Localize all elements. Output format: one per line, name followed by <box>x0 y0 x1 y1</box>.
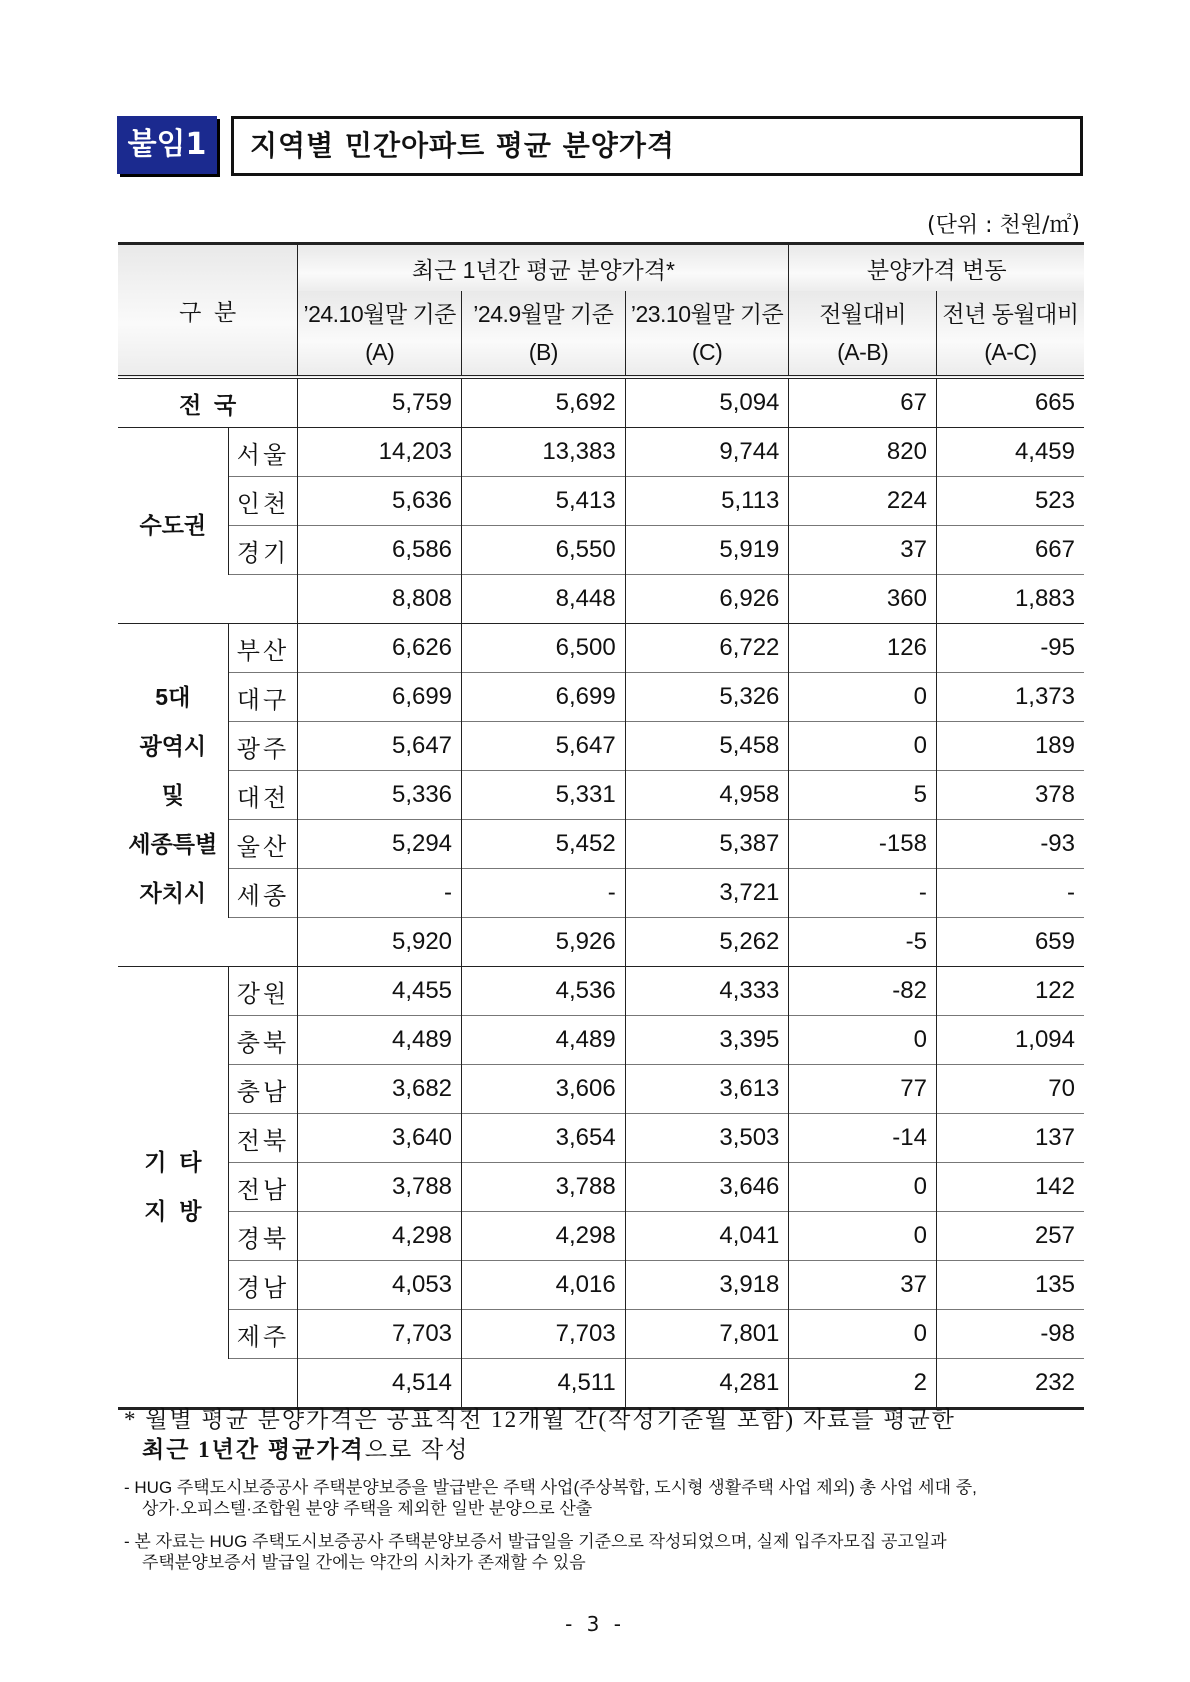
column-header-title: ’24.9월말 기준 <box>473 301 614 327</box>
table-row <box>118 1310 1084 1359</box>
footnote-dash2-line2: 주택분양보증서 발급일 간에는 약간의 시차가 존재할 수 있음 <box>142 1553 586 1572</box>
column-header-code: (A-B) <box>837 339 889 365</box>
table-row <box>118 771 1084 820</box>
value-cell: 3,654 <box>462 1114 626 1163</box>
national-label-text: 전 국 <box>179 391 237 418</box>
header-group-avg <box>298 244 789 292</box>
value-cell: 37 <box>789 1261 937 1310</box>
value-cell: 3,503 <box>625 1114 789 1163</box>
subtotal-blank <box>228 575 298 624</box>
header-group-change <box>789 244 1084 292</box>
value-cell: 3,721 <box>625 869 789 918</box>
table-row <box>118 1212 1084 1261</box>
value-cell: 5,262 <box>625 918 789 967</box>
value-cell: 3,646 <box>625 1163 789 1212</box>
region-group-label-line: 세종특별 <box>128 830 218 857</box>
footnote-dash1-line2: 상가·오피스텔·조합원 분양 주택을 제외한 일반 분양으로 산출 <box>142 1499 593 1518</box>
value-cell: 224 <box>789 477 937 526</box>
value-cell: 5,326 <box>625 673 789 722</box>
table-row-subtotal <box>118 1359 1084 1409</box>
value-cell: 6,722 <box>625 624 789 673</box>
footnote-dash-1 <box>124 1477 1084 1519</box>
value-cell: 0 <box>789 1163 937 1212</box>
value-cell: 4,514 <box>298 1359 462 1409</box>
value-cell: 6,699 <box>298 673 462 722</box>
region-name: 광주 <box>228 722 298 771</box>
value-cell: 5,331 <box>462 771 626 820</box>
value-cell: 0 <box>789 1310 937 1359</box>
value-cell: 6,500 <box>462 624 626 673</box>
value-cell: 5,647 <box>462 722 626 771</box>
region-name: 충남 <box>228 1065 298 1114</box>
value-cell: 1,094 <box>936 1016 1084 1065</box>
value-cell: 3,788 <box>462 1163 626 1212</box>
value-cell: 659 <box>936 918 1084 967</box>
table-row <box>118 1261 1084 1310</box>
region-name: 전남 <box>228 1163 298 1212</box>
region-name: 부산 <box>228 624 298 673</box>
value-cell: 7,703 <box>298 1310 462 1359</box>
value-cell: 5,458 <box>625 722 789 771</box>
table-row <box>118 1163 1084 1212</box>
value-cell: -93 <box>936 820 1084 869</box>
region-group-label <box>118 428 228 624</box>
table-row-national <box>118 377 1084 428</box>
footnote-star-line2 <box>124 1435 1084 1465</box>
region-name: 대전 <box>228 771 298 820</box>
table-row <box>118 428 1084 477</box>
value-cell: 667 <box>936 526 1084 575</box>
value-cell: 6,550 <box>462 526 626 575</box>
value-cell: 523 <box>936 477 1084 526</box>
value-cell: 4,489 <box>298 1016 462 1065</box>
value-cell: 5,336 <box>298 771 462 820</box>
value-cell: 2 <box>789 1359 937 1409</box>
value-cell: 3,395 <box>625 1016 789 1065</box>
column-header-code: (B) <box>528 339 558 365</box>
title-block <box>117 116 1083 174</box>
header-category <box>118 244 298 378</box>
value-cell: 5,920 <box>298 918 462 967</box>
footnote-star-bold: 최근 1년간 평균가격 <box>142 1437 365 1462</box>
region-name: 전북 <box>228 1114 298 1163</box>
footnote-star <box>124 1405 1084 1465</box>
table-row <box>118 673 1084 722</box>
value-cell: 4,016 <box>462 1261 626 1310</box>
value-cell: 5,636 <box>298 477 462 526</box>
value-cell: 360 <box>789 575 937 624</box>
value-cell: 67 <box>789 377 937 428</box>
value-cell: 1,883 <box>936 575 1084 624</box>
value-cell: -95 <box>936 624 1084 673</box>
value-cell: 0 <box>789 722 937 771</box>
value-cell: 4,455 <box>298 967 462 1016</box>
value-cell: 5,919 <box>625 526 789 575</box>
region-name: 경기 <box>228 526 298 575</box>
value-cell: 37 <box>789 526 937 575</box>
unit-label: (단위 : 천원/㎡) <box>927 213 1080 238</box>
value-cell: 3,606 <box>462 1065 626 1114</box>
page-title: 지역별 민간아파트 평균 분양가격 <box>250 129 675 162</box>
table-row-subtotal <box>118 575 1084 624</box>
region-group-label-line: 5대 <box>155 683 191 710</box>
value-cell: -158 <box>789 820 937 869</box>
value-cell: 6,626 <box>298 624 462 673</box>
title-box <box>231 116 1083 176</box>
price-table <box>118 242 1084 1410</box>
value-cell: 189 <box>936 722 1084 771</box>
footnote-star-line1: * 월별 평균 분양가격은 공표직전 12개월 간(작성기준월 포함) 자료를 평균한 <box>124 1407 956 1432</box>
value-cell: 4,958 <box>625 771 789 820</box>
table-row <box>118 1114 1084 1163</box>
value-cell: 7,801 <box>625 1310 789 1359</box>
value-cell: 4,536 <box>462 967 626 1016</box>
table-row-subtotal <box>118 918 1084 967</box>
region-group-label-line: 자치시 <box>139 879 207 906</box>
value-cell: 1,373 <box>936 673 1084 722</box>
value-cell: 665 <box>936 377 1084 428</box>
value-cell: 7,703 <box>462 1310 626 1359</box>
value-cell: 5,294 <box>298 820 462 869</box>
value-cell: 3,918 <box>625 1261 789 1310</box>
column-header-code: (A-C) <box>984 339 1037 365</box>
column-header-title: ’24.10월말 기준 <box>303 301 456 327</box>
value-cell: 4,333 <box>625 967 789 1016</box>
column-header-1 <box>298 291 462 377</box>
value-cell: -14 <box>789 1114 937 1163</box>
value-cell: 4,459 <box>936 428 1084 477</box>
value-cell: 6,926 <box>625 575 789 624</box>
table-row <box>118 1065 1084 1114</box>
table-body <box>118 377 1084 1409</box>
value-cell: 8,808 <box>298 575 462 624</box>
footnotes <box>124 1405 1084 1573</box>
table-row <box>118 820 1084 869</box>
column-header-2 <box>462 291 626 377</box>
footnote-star-tail: 으로 작성 <box>364 1437 470 1462</box>
value-cell: 232 <box>936 1359 1084 1409</box>
subtotal-blank <box>228 1359 298 1409</box>
value-cell: 70 <box>936 1065 1084 1114</box>
value-cell: 5,387 <box>625 820 789 869</box>
value-cell: - <box>789 869 937 918</box>
value-cell: - <box>298 869 462 918</box>
value-cell: 3,640 <box>298 1114 462 1163</box>
table-row <box>118 477 1084 526</box>
value-cell: 5 <box>789 771 937 820</box>
attachment-badge: 붙임1 <box>117 116 217 174</box>
value-cell: 135 <box>936 1261 1084 1310</box>
value-cell: 5,647 <box>298 722 462 771</box>
value-cell: 5,926 <box>462 918 626 967</box>
value-cell: 4,053 <box>298 1261 462 1310</box>
region-name: 세종 <box>228 869 298 918</box>
value-cell: 137 <box>936 1114 1084 1163</box>
value-cell: 378 <box>936 771 1084 820</box>
value-cell: -98 <box>936 1310 1084 1359</box>
table-row <box>118 624 1084 673</box>
value-cell: 142 <box>936 1163 1084 1212</box>
value-cell: 4,281 <box>625 1359 789 1409</box>
region-group-label <box>118 624 228 967</box>
value-cell: 5,759 <box>298 377 462 428</box>
value-cell: 0 <box>789 673 937 722</box>
column-header-code: (A) <box>365 339 395 365</box>
table-row <box>118 967 1084 1016</box>
value-cell: 0 <box>789 1212 937 1261</box>
table-row <box>118 722 1084 771</box>
value-cell: 3,613 <box>625 1065 789 1114</box>
table-row <box>118 526 1084 575</box>
value-cell: 6,699 <box>462 673 626 722</box>
header-category-label: 구 분 <box>179 298 237 325</box>
value-cell: 820 <box>789 428 937 477</box>
value-cell: 4,298 <box>298 1212 462 1261</box>
value-cell: -5 <box>789 918 937 967</box>
region-group-label-line: 기 타 <box>144 1149 202 1175</box>
value-cell: 14,203 <box>298 428 462 477</box>
value-cell: 4,489 <box>462 1016 626 1065</box>
value-cell: 6,586 <box>298 526 462 575</box>
value-cell: - <box>462 869 626 918</box>
column-header-4 <box>789 291 937 377</box>
region-name: 울산 <box>228 820 298 869</box>
region-group-label-line: 지 방 <box>144 1198 202 1224</box>
value-cell: 5,113 <box>625 477 789 526</box>
region-name: 충북 <box>228 1016 298 1065</box>
column-header-title: 전월대비 <box>819 301 907 327</box>
column-header-5 <box>936 291 1084 377</box>
value-cell: -82 <box>789 967 937 1016</box>
value-cell: 9,744 <box>625 428 789 477</box>
table-row <box>118 869 1084 918</box>
region-name: 강원 <box>228 967 298 1016</box>
region-name: 제주 <box>228 1310 298 1359</box>
column-header-title: 전년 동월대비 <box>942 301 1079 327</box>
region-group-label <box>118 967 228 1409</box>
region-name: 서울 <box>228 428 298 477</box>
value-cell: 4,041 <box>625 1212 789 1261</box>
value-cell: 5,413 <box>462 477 626 526</box>
header-group-avg-label: 최근 1년간 평균 분양가격* <box>411 256 675 283</box>
value-cell: 126 <box>789 624 937 673</box>
header-group-change-label: 분양가격 변동 <box>866 256 1007 283</box>
footnote-dash2-line1: - 본 자료는 HUG 주택도시보증공사 주택분양보증서 발급일을 기준으로 작성되었으며, 실제 입주자모집 공고일과 <box>124 1532 947 1551</box>
region-name: 경북 <box>228 1212 298 1261</box>
value-cell: 13,383 <box>462 428 626 477</box>
footnote-dash-2 <box>124 1531 1084 1573</box>
column-header-3 <box>625 291 789 377</box>
footnote-dash1-line1: - HUG 주택도시보증공사 주택분양보증을 발급받은 주택 사업(주상복합, 도시형 생활주택 사업 제외) 총 사업 세대 중, <box>124 1478 977 1497</box>
value-cell: 4,298 <box>462 1212 626 1261</box>
national-label <box>118 377 298 428</box>
column-header-code: (C) <box>691 339 723 365</box>
value-cell: - <box>936 869 1084 918</box>
table-row <box>118 1016 1084 1065</box>
value-cell: 3,788 <box>298 1163 462 1212</box>
region-name: 경남 <box>228 1261 298 1310</box>
region-group-label-line: 수도권 <box>139 512 207 538</box>
value-cell: 77 <box>789 1065 937 1114</box>
subtotal-blank <box>228 918 298 967</box>
value-cell: 5,692 <box>462 377 626 428</box>
value-cell: 5,094 <box>625 377 789 428</box>
region-name: 대구 <box>228 673 298 722</box>
region-group-label-line: 및 <box>161 781 184 808</box>
page-number: - 3 - <box>565 1612 625 1636</box>
value-cell: 4,511 <box>462 1359 626 1409</box>
region-name: 인천 <box>228 477 298 526</box>
column-header-title: ’23.10월말 기준 <box>630 301 784 327</box>
value-cell: 5,452 <box>462 820 626 869</box>
value-cell: 257 <box>936 1212 1084 1261</box>
value-cell: 0 <box>789 1016 937 1065</box>
value-cell: 3,682 <box>298 1065 462 1114</box>
region-group-label-line: 광역시 <box>139 732 207 759</box>
value-cell: 8,448 <box>462 575 626 624</box>
value-cell: 122 <box>936 967 1084 1016</box>
